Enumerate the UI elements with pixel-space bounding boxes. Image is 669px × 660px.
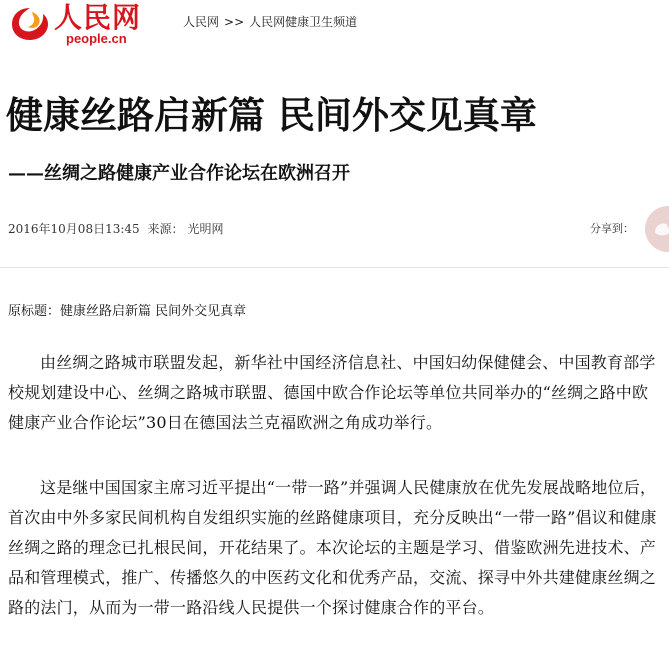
article-meta [8, 221, 224, 237]
breadcrumb-separator: >> [224, 15, 245, 29]
people-logo-icon [10, 6, 50, 42]
source-label: 来源： [147, 222, 184, 236]
breadcrumb-home-link[interactable]: 人民网 [183, 15, 220, 29]
share-button[interactable] [645, 206, 669, 252]
logo-domain: people.cn [66, 31, 127, 46]
breadcrumb [183, 14, 357, 30]
article-paragraph-2: 这是继中国国家主席习近平提出“一带一路”并强调人民健康放在优先发展战略地位后，首次由中外多家民间机构自发组织实施的丝路健康项目，充分反映出“一带一路”倡议和健康丝绸之路的理念已扎根民间，开花结果了。本次论坛的主题是学习、借鉴欧洲先进技术、产品和管理模式，推广、传播悠久的中医药文化和优秀产品，交流、探寻中外共建健康丝绸之路的法门，从而为一带一路沿线人民提供一个探讨健康合作的平台。 [8, 478, 657, 617]
meta-divider [0, 267, 669, 268]
logo-text: 人民网 [54, 1, 142, 34]
breadcrumb-channel-link[interactable]: 人民网健康卫生频道 [249, 15, 358, 29]
article-paragraph-1: 由丝绸之路城市联盟发起，新华社中国经济信息社、中国妇幼保健健会、中国教育部学校规划建设中心、丝绸之路城市联盟、德国中欧合作论坛等单位共同举办的“丝绸之路中欧健康产业合作论坛”30日在德国法兰克福欧洲之角成功举行。 [8, 353, 656, 432]
share-label: 分享到： [590, 222, 634, 235]
article-subtitle: ——丝绸之路健康产业合作论坛在欧洲召开 [8, 163, 350, 184]
article-title: 健康丝路启新篇 民间外交见真章 [6, 93, 537, 137]
share-weibo-icon [651, 216, 669, 240]
site-header [0, 0, 669, 50]
site-logo[interactable] [10, 1, 160, 46]
original-title: 原标题：健康丝路启新篇 民间外交见真章 [8, 304, 247, 319]
publish-date: 2016年10月08日13:45 [8, 222, 140, 236]
source-link[interactable]: 光明网 [187, 222, 224, 236]
